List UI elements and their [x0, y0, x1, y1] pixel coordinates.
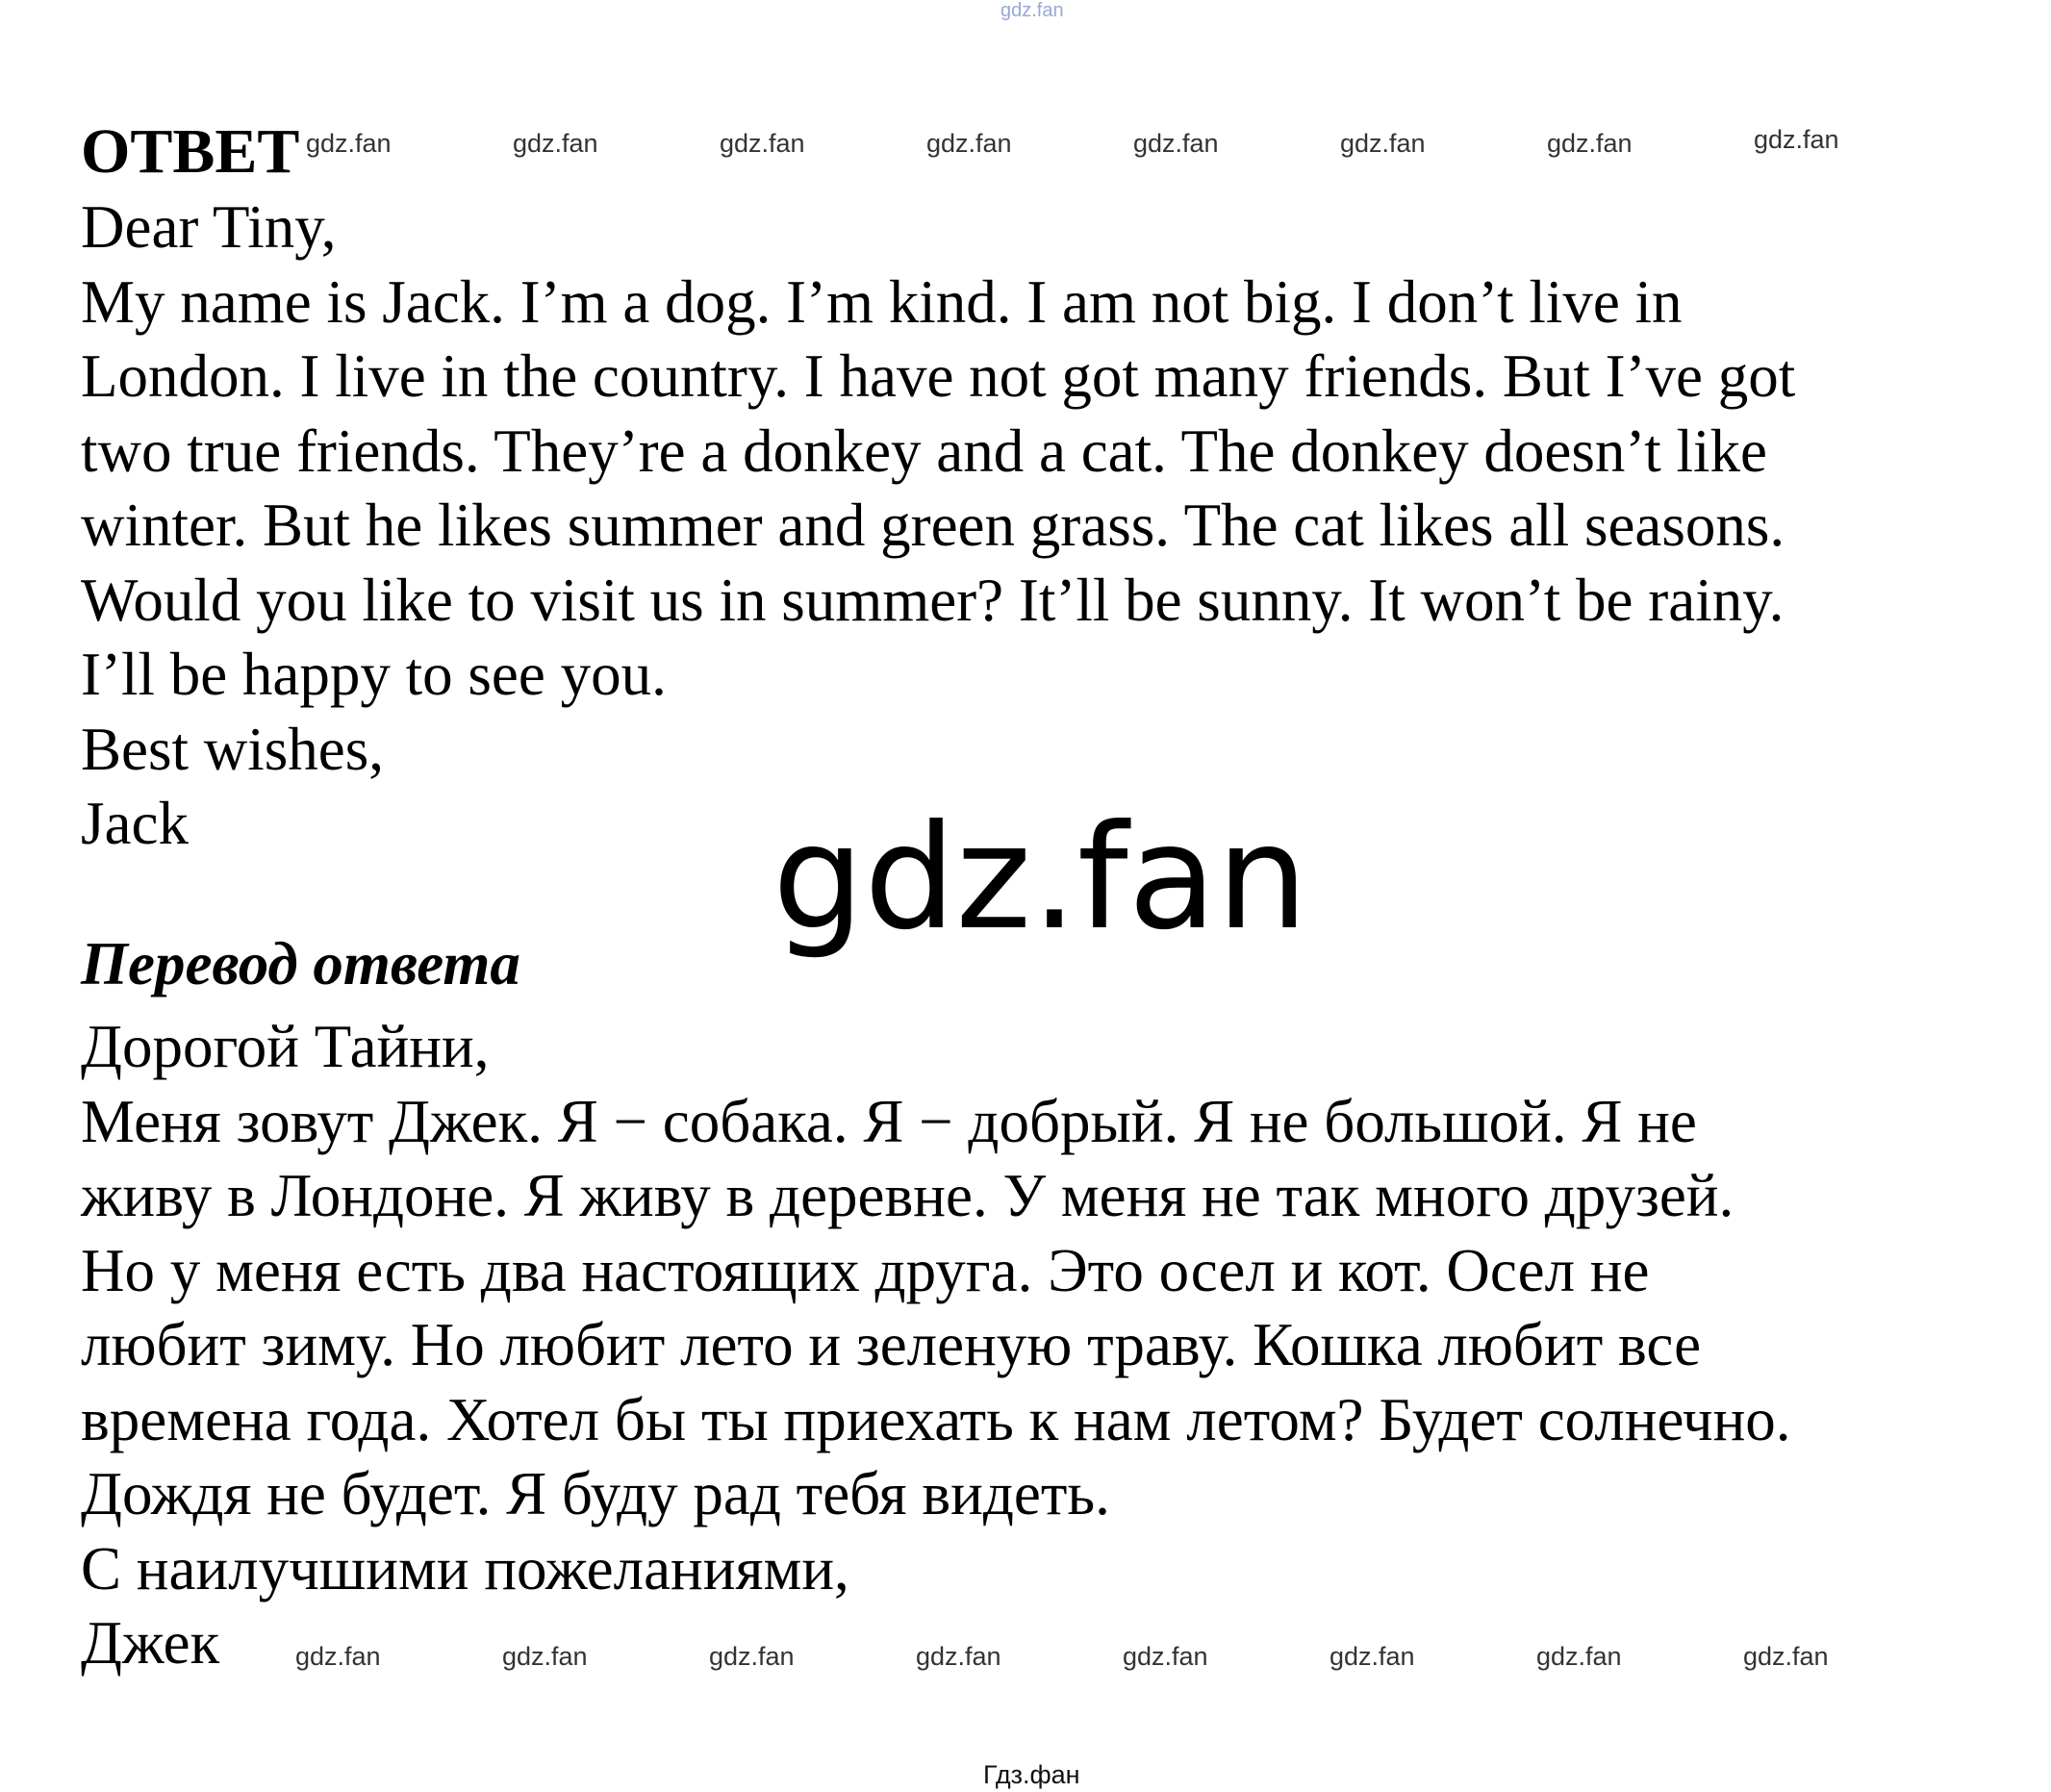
watermark-row-bottom-item: gdz.fan — [295, 1642, 381, 1671]
translation-line: Меня зовут Джек. Я − собака. Я − добрый. Я не большой. Я не — [81, 1087, 1697, 1155]
watermark-row-bottom-item: gdz.fan — [1123, 1642, 1208, 1671]
watermark-row-bottom-item: gdz.fan — [709, 1642, 795, 1671]
answer-letter — [81, 190, 2005, 862]
translation-line: любит зиму. Но любит лето и зеленую траву. Кошка любит все — [81, 1311, 1702, 1378]
answer-line: Would you like to visit us in summer? It’ll be sunny. It won’t be rainy. — [81, 566, 1785, 634]
watermark-row-top-item: gdz.fan — [1133, 129, 1219, 158]
answer-line: winter. But he likes summer and green grass. The cat likes all seasons. — [81, 492, 1785, 559]
answer-line: Dear Tiny, — [81, 193, 337, 261]
translation-line: Джек — [81, 1609, 220, 1677]
translation-line: Дождя не будет. Я буду рад тебя видеть. — [81, 1460, 1110, 1527]
watermark-row-top-item: gdz.fan — [306, 129, 392, 158]
watermark-footer: Гдз.фан — [983, 1760, 1080, 1789]
watermark-row-top-item: gdz.fan — [1754, 125, 1839, 154]
watermark-row-top-item: gdz.fan — [1547, 129, 1633, 158]
watermark-large: gdz.fan — [772, 795, 1308, 962]
translation-letter — [81, 1010, 2005, 1681]
watermark-row-bottom-item: gdz.fan — [1536, 1642, 1622, 1671]
answer-line: I’ll be happy to see you. — [81, 641, 667, 708]
translation-line: С наилучшими пожеланиями, — [81, 1534, 849, 1603]
watermark-row-top-item: gdz.fan — [513, 129, 598, 158]
watermark-top: gdz.fan — [1000, 0, 1064, 21]
watermark-row-top-item: gdz.fan — [926, 129, 1012, 158]
translation-heading: Перевод ответа — [81, 930, 520, 997]
watermark-row-bottom-item: gdz.fan — [1743, 1642, 1829, 1671]
translation-line: Но у меня есть два настоящих друга. Это осел и кот. Осел не — [81, 1236, 1650, 1304]
answer-heading: ОТВЕТ — [81, 116, 300, 187]
answer-line: two true friends. They’re a donkey and a cat. The donkey doesn’t like — [81, 416, 1767, 485]
watermark-row-bottom-item: gdz.fan — [916, 1642, 1001, 1671]
watermark-row-top-item: gdz.fan — [720, 129, 805, 158]
answer-line: Jack — [81, 790, 189, 857]
translation-line: Дорогой Тайни, — [81, 1013, 490, 1080]
translation-line: времена года. Хотел бы ты приехать к нам летом? Будет солнечно. — [81, 1385, 1791, 1453]
watermark-row-top-item: gdz.fan — [1340, 129, 1426, 158]
answer-line: London. I live in the country. I have not got many friends. But I’ve got — [81, 342, 1796, 410]
watermark-row-bottom-item: gdz.fan — [1329, 1642, 1415, 1671]
watermark-row-bottom-item: gdz.fan — [502, 1642, 588, 1671]
answer-line: My name is Jack. I’m a dog. I’m kind. I am not big. I don’t live in — [81, 267, 1683, 336]
translation-line: живу в Лондоне. Я живу в деревне. У меня не так много друзей. — [81, 1162, 1734, 1229]
answer-line: Best wishes, — [81, 715, 384, 783]
